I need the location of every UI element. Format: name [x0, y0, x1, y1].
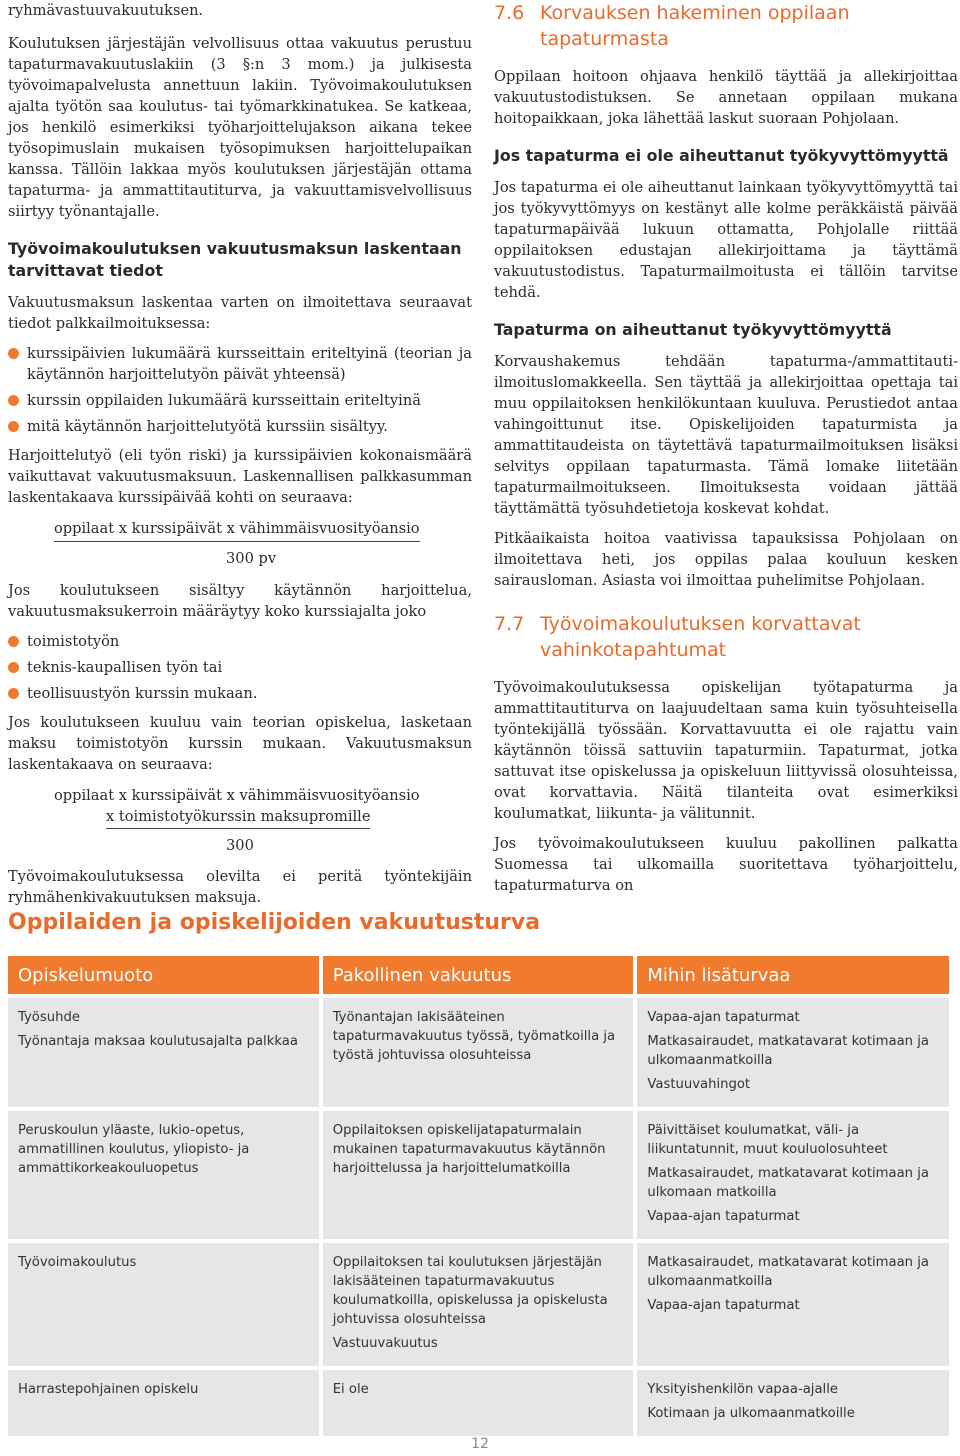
formula-denominator: 300	[226, 837, 254, 854]
insurance-coverage-table	[4, 956, 953, 1436]
table-title: Oppilaiden ja opiskelijoiden vakuutusturva	[8, 910, 541, 935]
table-row	[8, 1239, 949, 1366]
table-row	[8, 1107, 949, 1239]
list-item: mitä käytännön harjoittelutyötä kurssiin sisältyy.	[8, 416, 472, 437]
section-heading-7-7	[494, 611, 958, 663]
subheading-no-incapacity: Jos tapaturma ei ole aiheuttanut työkyvyttömyyttä	[494, 146, 949, 165]
table-row	[8, 994, 949, 1107]
section-title: Työvoimakoulutuksen korvattavat vahinkotapahtumat	[540, 613, 861, 661]
bullet-list-payroll-info	[8, 343, 472, 437]
column-header-mandatory-insurance: Pakollinen vakuutus	[323, 956, 634, 994]
formula-denominator: 300 pv	[226, 550, 277, 567]
paragraph-insurance-obligation: Koulutuksen järjestäjän velvollisuus ottaa vakuutus perustuu tapaturmavakuutuslakiin (3 §:n 3 mom.) ja julkisesta työvoimapalvelusta annettuun lakiin. Työvoimakoulutuksen ajalta työtön saa koulutus- tai työmarkkinatukea. Se katkeaa, jos henkilö esimerkiksi työharjoittelujakson aikana tekee työsopimuslain mukaisen työsopimuksen harjoittelupaikan kanssa. Tällöin lakkaa myös koulutuksen järjestäjän ottama tapaturma- ja ammattitautiturva, ja vakuuttamisvelvollisuus siirtyy työnantajalle.	[8, 35, 472, 220]
table-cell: Harrastepohjainen opiskelu	[8, 1366, 319, 1436]
table-cell: Yksityishenkilön vapaa-ajalle Kotimaan ja ulkomaanmatkoille	[637, 1366, 949, 1436]
table-cell: Työsuhde Työnantaja maksaa koulutusajalta palkkaa	[8, 994, 319, 1107]
paragraph-work-risk: Harjoittelutyö (eli työn riski) ja kurssipäivien kokonaismäärä vaikuttavat vakuutusmaksuun. Laskennallisen palkkasumman laskentakaava kurssipäivää kohti on seuraava:	[8, 447, 472, 506]
paragraph-long-term-care: Pitkäaikaista hoitoa vaativissa tapauksissa Pohjolaan on ilmoitettava heti, jos oppilas palaa kouluun kesken sairausloman. Asiasta voi ilmoittaa puhelimitse Pohjolaan.	[494, 530, 958, 589]
table-cell: Työnantajan lakisääteinen tapaturmavakuutus työssä, työmatkoilla ja työstä johtuvissa olosuhteissa	[323, 994, 634, 1107]
list-item: kurssipäivien lukumäärä kursseittain eriteltyinä (teorian ja käytännön harjoittelutyön päivät yhteensä)	[8, 343, 472, 385]
bullet-dot-icon	[8, 636, 19, 647]
section-title: Korvauksen hakeminen oppilaan tapaturmasta	[540, 2, 850, 50]
table-cell: Päivittäiset koulumatkat, väli- ja liikuntatunnit, muut kouluolosuhteet Matkasairaudet, matkatavarat kotimaan ja ulkomaan matkoilla Vapaa-ajan tapaturmat	[637, 1107, 949, 1239]
table-cell: Työvoimakoulutus	[8, 1239, 319, 1366]
table-row	[8, 1366, 949, 1436]
table-cell: Oppilaitoksen tai koulutuksen järjestäjän lakisääteinen tapaturmavakuutus koulumatkoilla, opiskelussa ja opiskelusta johtuvissa olosuhteissa Vastuuvakuutus	[323, 1239, 634, 1366]
paragraph-theory-only: Jos koulutukseen kuuluu vain teorian opiskelua, lasketaan maksu toimistotyön kurssin mukaan. Vakuutusmaksun laskentakaava on seuraava:	[8, 714, 472, 773]
right-column	[494, 0, 958, 905]
paragraph-practical-training: Jos koulutukseen sisältyy käytännön harjoittelua, vakuutusmaksukerroin määräytyy koko kurssiajalta joko	[8, 582, 472, 620]
table-cell: Ei ole	[323, 1366, 634, 1436]
subheading-incapacity: Tapaturma on aiheuttanut työkyvyttömyyttä	[494, 320, 892, 339]
bullet-dot-icon	[8, 421, 19, 432]
bullet-dot-icon	[8, 395, 19, 406]
formula-payroll-sum	[54, 518, 472, 570]
paragraph-unpaid-internship: Jos työvoimakoulutukseen kuuluu pakollinen palkatta Suomessa tai ulkomailla suoritettava työharjoittelu, tapaturmaturva on	[494, 835, 958, 894]
list-item: teknis-kaupallisen työn tai	[8, 657, 472, 678]
paragraph-no-incapacity: Jos tapaturma ei ole aiheuttanut lainkaan työkyvyttömyyttä tai jos työkyvyttömyys on kestänyt alle kolme peräkkäistä päivää tapaturmapäivää lukuun ottamatta, Pohjolalle riittää oppilaitoksen edustajan allekirjoittama ja täyttämä vakuutustodistus. Tapaturmailmoitusta ei tällöin tarvitse tehdä.	[494, 179, 958, 301]
paragraph-insurance-certificate: Oppilaan hoitoon ohjaava henkilö täyttää ja allekirjoittaa vakuutustodistuksen. Se annetaan oppilaan mukana hoitopaikkaan, joka lähettää laskut suoraan Pohjolaan.	[494, 68, 958, 127]
subheading-premium-calculation: Työvoimakoulutuksen vakuutusmaksun laskentaan tarvittavat tiedot	[8, 239, 462, 280]
page-number: 12	[471, 1436, 489, 1452]
list-item: kurssin oppilaiden lukumäärä kursseittain eriteltyinä	[8, 390, 472, 411]
bullet-dot-icon	[8, 662, 19, 673]
table-cell: Vapaa-ajan tapaturmat Matkasairaudet, matkatavarat kotimaan ja ulkomaanmatkoilla Vastuuvahingot	[637, 994, 949, 1107]
section-number: 7.6	[494, 2, 525, 24]
column-header-additional-coverage: Mihin lisäturvaa	[637, 956, 949, 994]
section-heading-7-6	[494, 0, 958, 52]
left-column	[8, 0, 472, 917]
paragraph-group-life-insurance: Työvoimakoulutuksessa olevilta ei peritä työntekijäin ryhmähenkivakuutuksen maksuja.	[8, 868, 472, 906]
table-cell: Matkasairaudet, matkatavarat kotimaan ja ulkomaanmatkoilla Vapaa-ajan tapaturmat	[637, 1239, 949, 1366]
paragraph-premium-info: Vakuutusmaksun laskentaa varten on ilmoitettava seuraavat tiedot palkkailmoituksessa:	[8, 294, 472, 332]
table-header-row	[8, 956, 949, 994]
formula-numerator-line1: oppilaat x kurssipäivät x vähimmäisvuosityöansio	[54, 787, 420, 804]
list-item: teollisuustyön kurssin mukaan.	[8, 683, 472, 704]
list-item: toimistotyön	[8, 631, 472, 652]
table-cell: Peruskoulun yläaste, lukio-opetus, ammatillinen koulutus, yliopisto- ja ammattikorkeakouluopetus	[8, 1107, 319, 1239]
bullet-list-course-types	[8, 631, 472, 704]
column-header-study-form: Opiskelumuoto	[8, 956, 319, 994]
formula-numerator-line2: x toimistotyökurssin maksupromille	[106, 806, 370, 829]
formula-premium	[54, 785, 472, 856]
bullet-dot-icon	[8, 688, 19, 699]
table-cell: Oppilaitoksen opiskelijatapaturmalain mukainen tapaturmavakuutus käytännön harjoittelussa ja harjoittelumatkoilla	[323, 1107, 634, 1239]
section-number: 7.7	[494, 613, 525, 635]
formula-numerator: oppilaat x kurssipäivät x vähimmäisvuosityöansio	[54, 518, 420, 542]
paragraph-claim-form: Korvaushakemus tehdään tapaturma-/ammattitauti-ilmoituslomakkeella. Sen täyttää ja allekirjoittaa opettaja tai muu oppilaitoksen henkilökuntaan kuuluva. Perustiedot antaa vahingoittunut itse. Opiskelijoiden tapaturmista ja ammattitaudeista on täytettävä tapaturmailmoituksen lisäksi selvitys oppilaan tapaturmasta. Tämä lomake liitetään tapaturmailmoitukseen. Ilmoituksesta voidaan jättää täyttämättä työsuhdetietoja koskevat kohdat.	[494, 353, 958, 517]
bullet-dot-icon	[8, 348, 19, 359]
paragraph-coverage-scope: Työvoimakoulutuksessa opiskelijan työtapaturma ja ammattitautiturva on laajuudeltaan sama kuin työsuhteisella työntekijällä työssään. Korvattavuutta ei ole rajattu vain käytännön töissä sattuviin tapaturmiin. Tapaturmat, jotka sattuvat itse opiskelussa ja opiskeluun liittyvissä olosuhteissa, ovat korvattavia. Näitä tilanteita ovat esimerkiksi koulumatkat, liikunta- ja välitunnit.	[494, 679, 958, 822]
paragraph-fragment: ryhmävastuuvakuutuksen.	[8, 2, 204, 19]
